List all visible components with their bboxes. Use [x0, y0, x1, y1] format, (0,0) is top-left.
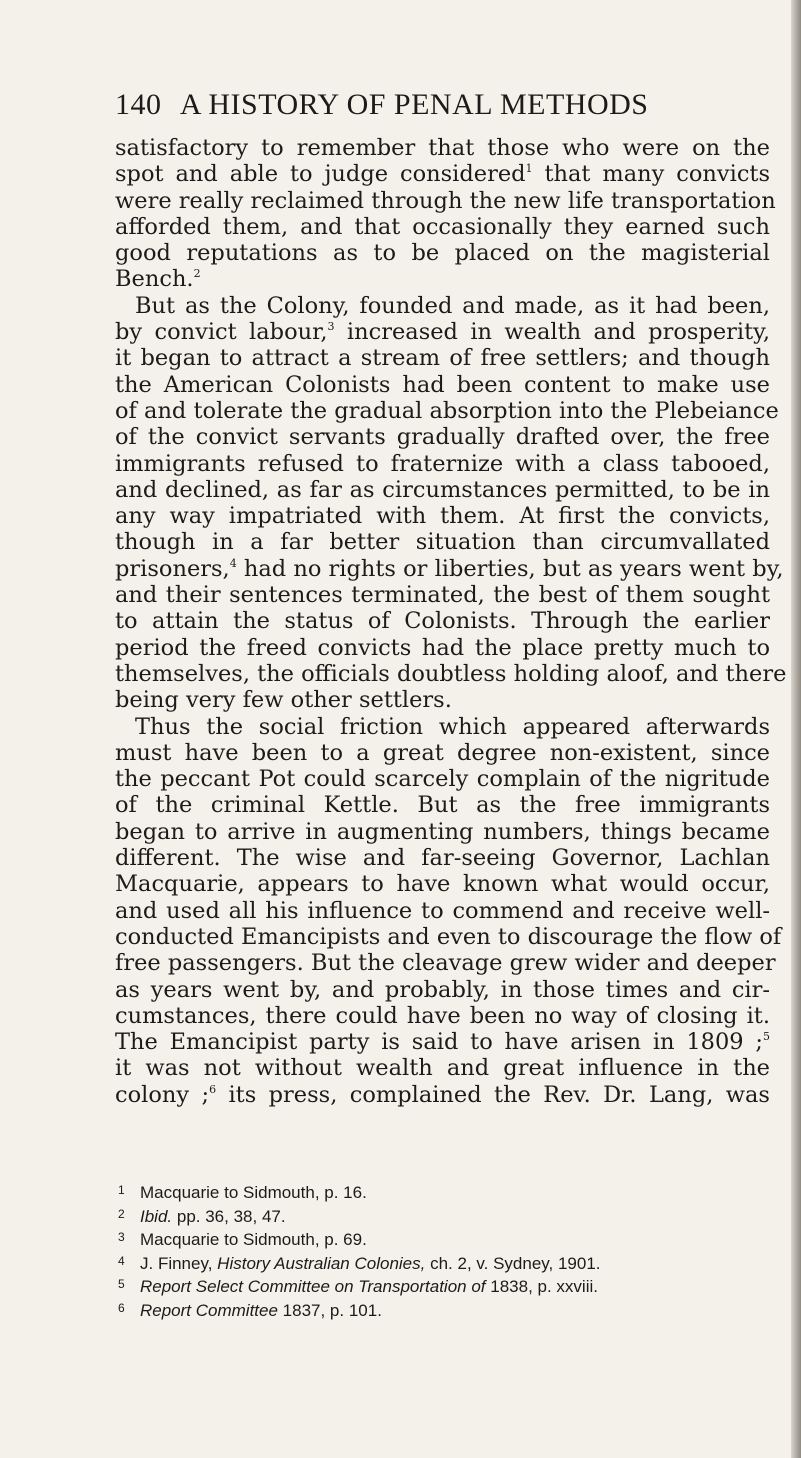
text-line: immigrants refused to fraternize with a class tabooed,: [115, 450, 770, 477]
footnote: 1 Macquarie to Sidmouth, p. 16.: [118, 1183, 367, 1202]
text-line: by convict labour,$^3$ increased in wealth and prosperity,: [115, 319, 771, 346]
text-line: being very few other settlers.: [115, 687, 452, 714]
text-line: of and tolerate the gradual absorption into the Plebeiance: [115, 397, 779, 424]
running-header: [115, 88, 755, 122]
text-line: good reputations as to be placed on the magisterial: [115, 240, 770, 267]
text-line: as years went by, and probably, in those times and cir-: [115, 976, 770, 1003]
running-title: A HISTORY OF PENAL METHODS: [179, 88, 649, 121]
text-line: it began to attract a stream of free settlers; and though: [115, 345, 770, 372]
text-line: spot and able to judge considered$^1$ that many convicts: [115, 161, 771, 188]
footnote: 2 Ibid. pp. 36, 38, 47.: [118, 1206, 286, 1226]
text-line: began to arrive in augmenting numbers, things became: [115, 818, 770, 845]
text-line: and their sentences terminated, the best of them sought: [115, 582, 770, 609]
footnote-ref[interactable]: 5: [763, 1030, 770, 1044]
text-line: it was not without wealth and great influence in the: [115, 1055, 770, 1082]
footnote-ref[interactable]: 3: [327, 320, 335, 334]
footnote: 5 Report Select Committee on Transportation of 1838, p. xxviii.: [118, 1277, 598, 1296]
text-line: The Emancipist party is said to have arisen in 1809 ;$^5$: [115, 1029, 770, 1056]
text-line: cumstances, there could have been no way of closing it.: [115, 1002, 770, 1029]
text-line: conducted Emancipists and even to discourage the flow of: [115, 923, 782, 950]
text-line: free passengers. But the cleavage grew wider and deeper: [115, 950, 776, 977]
text-line: colony ;$^6$ its press, complained the Rev. Dr. Lang, was: [115, 1081, 770, 1108]
text-line: themselves, the officials doubtless holding aloof, and there: [115, 660, 787, 687]
footnote: 4 J. Finney, History Australian Colonies, ch. 2, v. Sydney, 1901.: [118, 1253, 601, 1273]
text-line: afforded them, and that occasionally they earned such: [115, 213, 770, 240]
footnote: 3 Macquarie to Sidmouth, p. 69.: [118, 1230, 367, 1249]
text-line: the peccant Pot could scarcely complain of the nigritude: [115, 766, 770, 793]
text-line: Macquarie, appears to have known what would occur,: [115, 871, 770, 898]
text-line: any way impatriated with them. At first the convicts,: [115, 503, 770, 530]
text-line: the American Colonists had been content to make use: [115, 371, 770, 398]
text-line: period the freed convicts had the place pretty much to: [115, 634, 770, 661]
text-line: Thus the social friction which appeared afterwards: [135, 713, 770, 740]
text-line: Bench.$^2$: [115, 266, 201, 293]
footnote-ref[interactable]: 2: [193, 267, 201, 281]
text-line: But as the Colony, founded and made, as it had been,: [135, 292, 770, 319]
text-line: satisfactory to remember that those who were on the: [115, 135, 770, 161]
text-line: though in a far better situation than circumvallated: [115, 529, 770, 556]
footnote-ref[interactable]: 4: [229, 556, 237, 570]
footnotes: [118, 1180, 778, 1321]
text-line: were really reclaimed through the new life transportation: [115, 187, 776, 214]
page-number: 140: [115, 88, 162, 121]
text-line: must have been to a great degree non-existent, since: [115, 739, 770, 766]
footnote-ref[interactable]: 6: [209, 1082, 217, 1096]
body-text: [115, 135, 787, 1108]
text-line: to attain the status of Colonists. Through the earlier: [115, 608, 770, 635]
text-line: and declined, as far as circumstances permitted, to be in: [115, 476, 770, 503]
text-line: prisoners,$^4$ had no rights or liberties, but as years went by,: [115, 555, 784, 582]
text-line: and used all his influence to commend and receive well-: [115, 897, 770, 924]
footnote-ref[interactable]: 1: [525, 162, 533, 176]
text-line: of the criminal Kettle. But as the free immigrants: [115, 792, 770, 819]
text-line: of the convict servants gradually drafted over, the free: [115, 424, 770, 451]
text-line: different. The wise and far-seeing Governor, Lachlan: [115, 845, 770, 872]
footnote: 6 Report Committee 1837, p. 101.: [118, 1300, 382, 1320]
page-edge: [791, 0, 801, 1458]
